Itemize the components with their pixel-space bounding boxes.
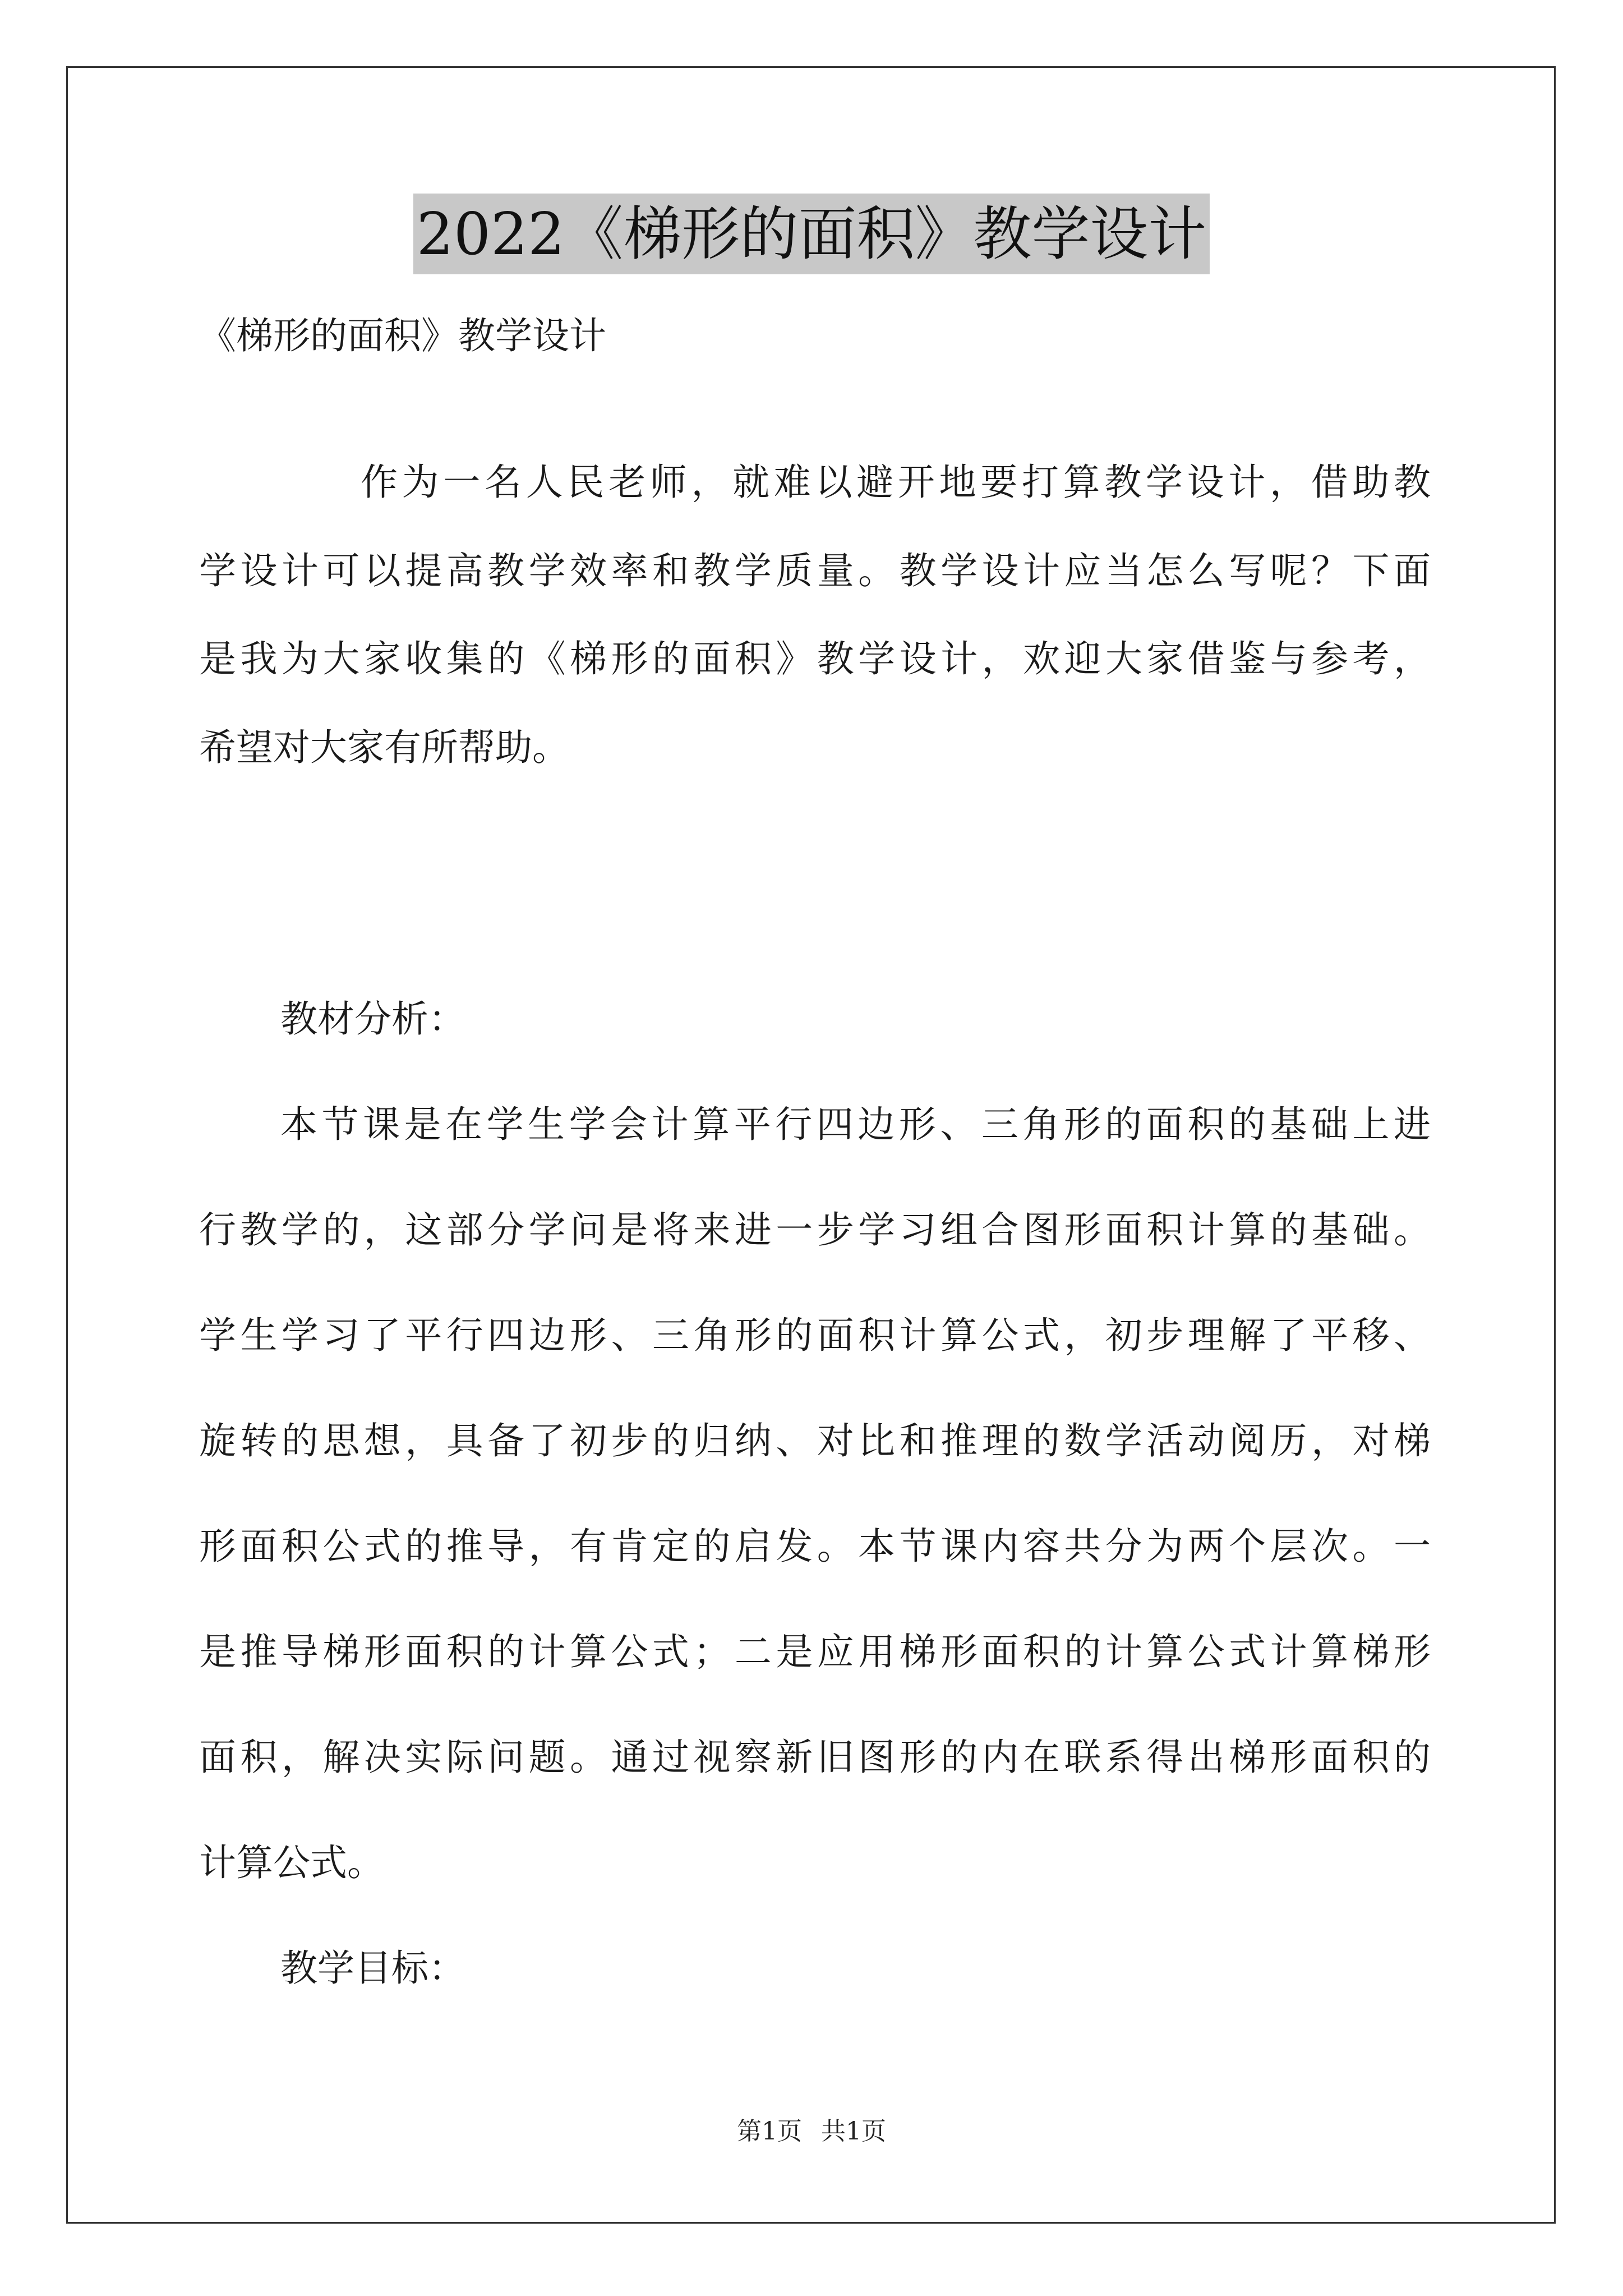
intro-line-3: 是我为大家收集的《梯形的面积》教学设计，欢迎大家借鉴与参考， xyxy=(199,637,1431,680)
document-title xyxy=(0,194,1623,274)
section-heading-objectives: 教学目标： xyxy=(280,1947,465,1990)
intro-line-4: 希望对大家有所帮助。 xyxy=(199,726,569,769)
document-title-text: 2022《梯形的面积》教学设计 xyxy=(413,194,1210,274)
section1-line-1: 本节课是在学生学会计算平行四边形、三角形的面积的基础上进 xyxy=(280,1103,1431,1146)
intro-line-1: 作为一名人民老师，就难以避开地要打算教学设计，借助教 xyxy=(361,461,1431,504)
section1-line-2: 行教学的，这部分学问是将来进一步学习组合图形面积计算的基础。 xyxy=(199,1208,1431,1251)
section-heading-materials: 教材分析： xyxy=(280,997,465,1041)
section1-line-4: 旋转的思想，具备了初步的归纳、对比和推理的数学活动阅历，对梯 xyxy=(199,1419,1431,1462)
section1-line-3: 学生学习了平行四边形、三角形的面积计算公式，初步理解了平移、 xyxy=(199,1314,1431,1357)
page-number-footer: 第1页 共1页 xyxy=(737,2117,886,2146)
section1-line-5: 形面积公式的推导，有肯定的启发。本节课内容共分为两个层次。一 xyxy=(199,1525,1431,1568)
intro-line-2: 学设计可以提高教学效率和教学质量。教学设计应当怎么写呢？下面 xyxy=(199,549,1431,592)
section1-line-6: 是推导梯形面积的计算公式；二是应用梯形面积的计算公式计算梯形 xyxy=(199,1630,1431,1673)
section1-line-8: 计算公式。 xyxy=(199,1841,384,1884)
section1-line-7: 面积，解决实际问题。通过视察新旧图形的内在联系得出梯形面积的 xyxy=(199,1736,1431,1779)
document-subtitle: 《梯形的面积》教学设计 xyxy=(199,314,606,357)
